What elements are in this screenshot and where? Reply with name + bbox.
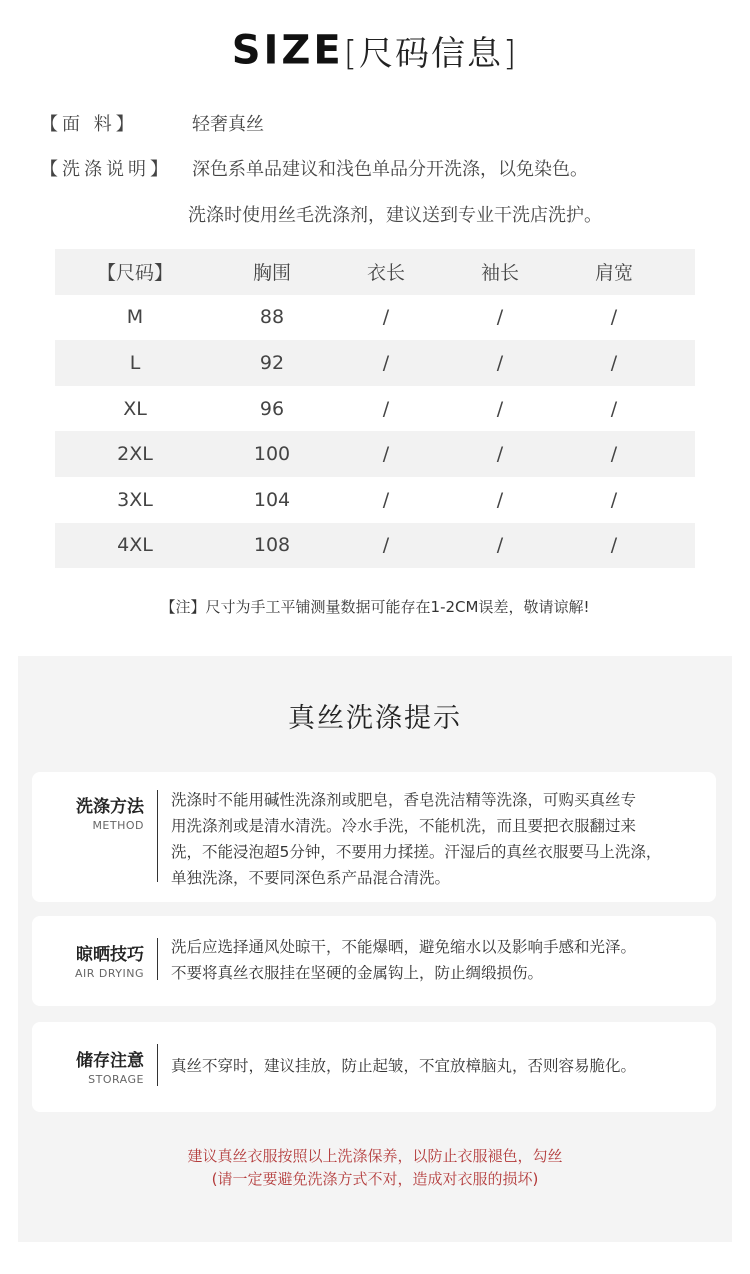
table-header-cell: 袖长 (480, 262, 519, 285)
table-row (55, 386, 695, 432)
page-title (0, 26, 750, 75)
table-cell: L (129, 351, 141, 374)
table-row (55, 340, 695, 386)
card-storage-subtitle: STORAGE (88, 1073, 144, 1086)
washing-line-1: 深色系单品建议和浅色单品分开洗涤，以免染色。 (192, 159, 588, 180)
table-cell: 3XL (117, 488, 153, 511)
fabric-value: 轻奢真丝 (192, 114, 264, 135)
card-drying-title: 晾晒技巧 (76, 945, 144, 965)
warning-line-2: (请一定要避免洗涤方式不对，造成对衣服的损坏) (211, 1170, 539, 1188)
washing-label: 【洗涤说明】 (40, 159, 172, 180)
table-row (55, 523, 695, 569)
warning-line-1: 建议真丝衣服按照以上洗涤保养，以防止衣服褪色，勾丝 (187, 1147, 563, 1165)
table-cell: / (496, 351, 504, 374)
table-cell: 96 (259, 397, 285, 420)
fabric-row (40, 110, 138, 136)
title-en: SIZE (231, 27, 344, 74)
card-drying-subtitle: AIR DRYING (74, 967, 144, 980)
title-cn: [尺码信息] (343, 34, 519, 74)
table-cell: XL (123, 397, 147, 420)
card-drying (32, 916, 716, 1006)
table-row (55, 295, 695, 341)
card-line: 单独洗涤，不要同深色系产品混合清洗。 (171, 869, 451, 887)
card-line: 真丝不穿时，建议挂放，防止起皱，不宜放樟脑丸，否则容易脆化。 (171, 1057, 637, 1075)
table-cell: M (126, 306, 144, 329)
card-storage-head (32, 1046, 144, 1086)
table-cell: 108 (253, 534, 291, 557)
table-cell: / (496, 488, 504, 511)
table-header-cell: 衣长 (366, 262, 405, 285)
card-method-head (32, 792, 144, 832)
card-method-subtitle: METHOD (92, 819, 144, 832)
table-cell: / (610, 534, 618, 557)
table-cell: / (496, 306, 504, 329)
table-cell: / (382, 351, 390, 374)
table-cell: / (382, 397, 390, 420)
card-storage-body (171, 1053, 701, 1079)
table-cell: / (610, 306, 618, 329)
size-table (55, 249, 695, 568)
card-divider (157, 1044, 158, 1086)
table-header-cell: 【尺码】 (96, 262, 173, 285)
card-line: 洗涤时不能用碱性洗涤剂或肥皂，香皂洗洁精等洗涤，可购买真丝专 (171, 791, 637, 809)
table-cell: / (382, 488, 390, 511)
table-cell: 88 (259, 306, 285, 329)
card-method (32, 772, 716, 902)
card-divider (157, 790, 158, 882)
table-row (55, 477, 695, 523)
table-row (55, 431, 695, 477)
card-method-title: 洗涤方法 (76, 797, 144, 817)
table-cell: / (382, 306, 390, 329)
table-header-row (55, 249, 695, 295)
table-cell: 2XL (117, 443, 153, 466)
card-line: 洗，不能浸泡超5分钟，不要用力揉搓。汗湿后的真丝衣服要马上洗涤， (171, 843, 662, 861)
table-cell: / (610, 443, 618, 466)
warning-text (0, 1145, 750, 1191)
table-cell: / (496, 397, 504, 420)
table-cell: 100 (253, 443, 291, 466)
card-divider (157, 938, 158, 980)
table-header-cell: 胸围 (252, 262, 291, 285)
table-header-cell: 肩宽 (594, 262, 633, 285)
card-line: 洗后应选择通风处晾干，不能爆晒，避免缩水以及影响手感和光泽。 (171, 938, 637, 956)
card-storage (32, 1022, 716, 1112)
washing-row (40, 155, 172, 181)
table-cell: / (382, 443, 390, 466)
measurement-note: 【注】尺寸为手工平铺测量数据可能存在1-2CM误差，敬请谅解! (160, 598, 590, 616)
card-line: 不要将真丝衣服挂在坚硬的金属钩上，防止绸缎损伤。 (171, 964, 544, 982)
card-drying-head (32, 940, 144, 980)
table-cell: / (610, 351, 618, 374)
table-cell: 92 (259, 351, 285, 374)
table-cell: / (496, 534, 504, 557)
table-cell: 104 (253, 488, 291, 511)
table-cell: / (382, 534, 390, 557)
card-method-body (171, 787, 701, 891)
table-cell: / (610, 488, 618, 511)
care-title: 真丝洗涤提示 (288, 703, 462, 734)
card-drying-body (171, 934, 701, 986)
card-storage-title: 储存注意 (76, 1051, 144, 1071)
table-cell: / (610, 397, 618, 420)
card-line: 用洗涤剂或是清水清洗。冷水手洗，不能机洗，而且要把衣服翻过来 (171, 817, 637, 835)
fabric-label: 【面 料】 (40, 114, 138, 135)
washing-line-2: 洗涤时使用丝毛洗涤剂，建议送到专业干洗店洗护。 (188, 205, 602, 226)
table-cell: / (496, 443, 504, 466)
table-cell: 4XL (117, 534, 153, 557)
